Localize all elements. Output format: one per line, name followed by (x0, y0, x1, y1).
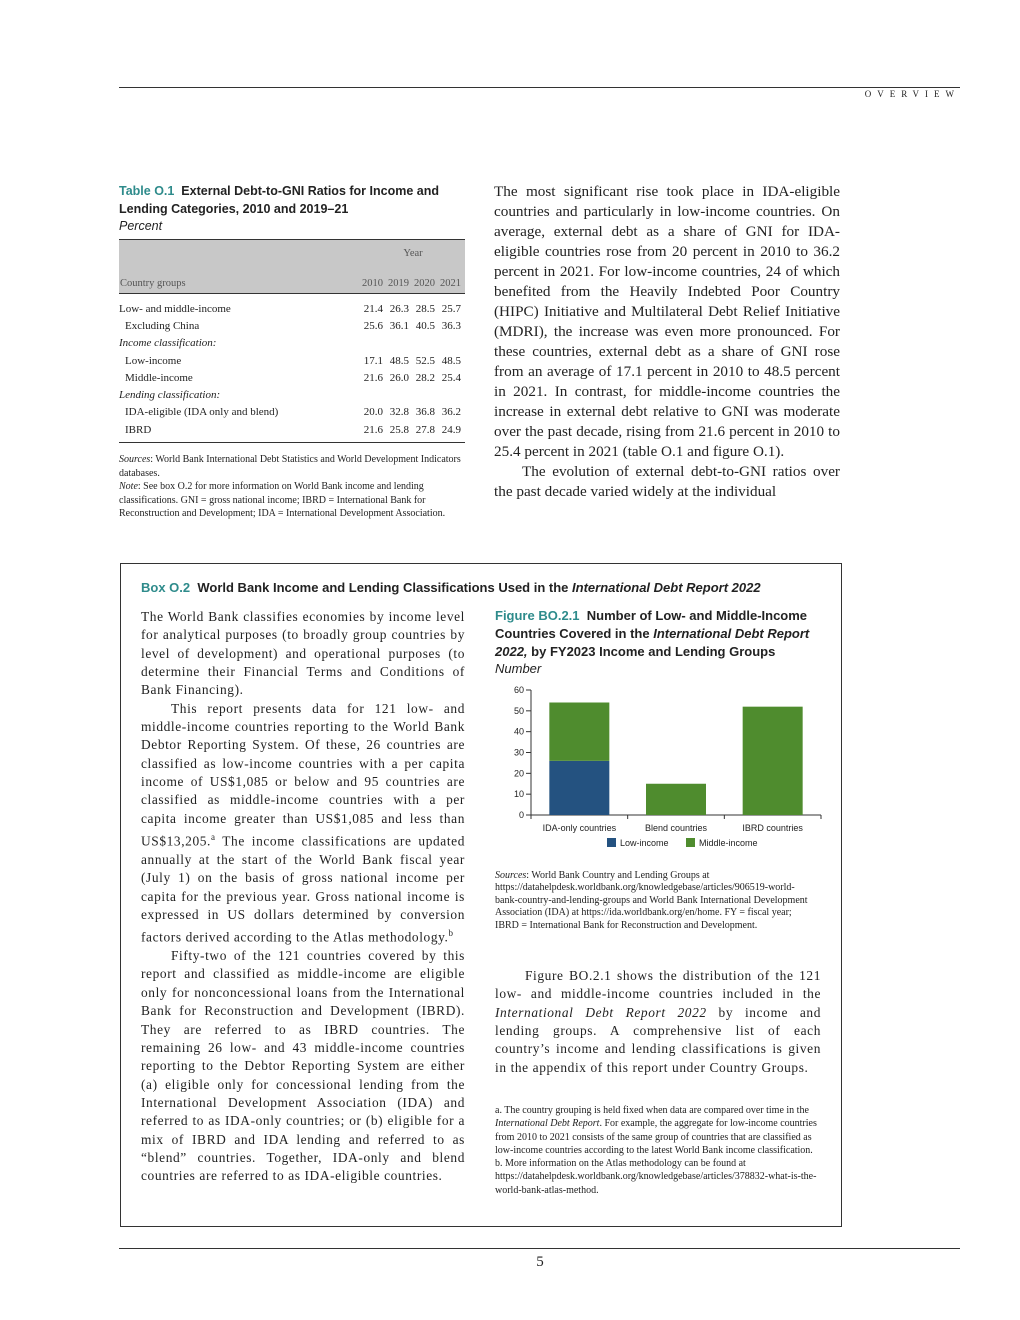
footnote-a (495, 1104, 825, 1157)
box-title (141, 580, 761, 595)
box-paragraph (495, 967, 821, 1077)
y-tick-label: 30 (513, 747, 524, 758)
cell: 36.8 (415, 406, 435, 419)
legend-label: Low-income (620, 838, 669, 848)
cell: 20.0 (363, 406, 383, 419)
row-label: Low- and middle-income (119, 302, 231, 315)
table-title: External Debt-to-GNI Ratios for Income and Lending Categories, 2010 and 2019–21 (119, 184, 439, 216)
table-row (119, 317, 465, 334)
figure-title-end: by FY2023 Income and Lending Groups (531, 644, 776, 659)
figure-caption (495, 607, 835, 661)
box-right-text (495, 967, 821, 1077)
text: Figure BO.2.1 shows the distribution of the 121 low- and middle-income countries included in the (495, 968, 821, 1002)
table-note (119, 480, 465, 521)
text-italic: International Debt Report (495, 1118, 600, 1130)
box-footnotes (495, 1104, 825, 1197)
body-paragraph: The evolution of external debt-to-GNI ratios over the past decade varied widely at the individual (494, 463, 840, 500)
table-row (119, 369, 465, 386)
cell: 36.1 (389, 319, 409, 332)
table-row (119, 386, 465, 403)
text-italic: International Debt Report 2022 (495, 1004, 707, 1020)
table-row (119, 404, 465, 421)
header-rule (119, 87, 960, 88)
table-row (119, 294, 465, 318)
bar-middle-income (549, 703, 609, 761)
table-o1 (119, 182, 465, 521)
box-paragraph (141, 700, 465, 947)
y-tick-label: 60 (513, 685, 524, 695)
cell: 24.9 (439, 421, 465, 443)
text: . For example, the aggregate for low-income countries from 2010 to 2021 consists of the same group of countries that are classified as low-income countries according to the latest World Bank income classification. (495, 1118, 817, 1156)
legend-label: Middle-income (699, 838, 758, 848)
page-number: 5 (536, 1254, 544, 1270)
footnote-ref: a (211, 832, 216, 843)
body-paragraph: The most significant rise took place in IDA-eligible countries and particularly in low-income countries. On average, external debt as a share of GNI for IDA-eligible countries rose from 20 percent in 2010 to 36.2 percent in 2021. For low-income countries, 24 of which benefited from the Heavily Indebted Poor Country (HIPC) Initiative and Multilateral Debt Relief Initiative (MDRI), the increase was even more pronounced. For these countries, external debt as a share of GNI rose from an average of 17.1 percent in 2010 to 48.5 percent in 2021. In contrast, for middle-income countries the increase in external debt relative to GNI was moderate over the past decade, rising from 21.6 percent in 2010 to 25.4 percent in 2021 (table O.1 and figure O.1). (494, 183, 840, 460)
table-sources (119, 453, 465, 480)
cell: 36.3 (441, 319, 461, 332)
row-section-label: Income classification: (119, 337, 217, 350)
row-label: Excluding China (125, 319, 200, 332)
sources-text: : World Bank Country and Lending Groups at https://datahelpdesk.worldbank.org/knowledgebase/articles/906519-world-bank-country-and-lending-groups and World Bank International Development Association (IDA) at https://ida.worldbank.org/en/home. FY = fiscal year; IBRD = International Bank for Reconstruction and Development. (495, 870, 808, 931)
table-unit: Percent (119, 219, 163, 233)
debt-table (119, 239, 465, 443)
figure-label: Figure BO.2.1 (495, 608, 580, 623)
cell: 52.5 (415, 354, 435, 367)
table-row (119, 352, 465, 369)
cell: 25.8 (387, 421, 413, 443)
sources-label: Sources (119, 454, 151, 466)
bar-middle-income (743, 707, 803, 815)
cell: 48.5 (389, 354, 409, 367)
y-tick-label: 10 (513, 789, 524, 800)
y-tick-label: 0 (518, 810, 524, 820)
figure-title-italic: International Debt Report 2022, (495, 626, 810, 659)
bar-chart (491, 684, 831, 864)
year-2021: 2021 (439, 266, 465, 294)
cell: 21.6 (361, 421, 387, 443)
cell: 26.3 (389, 302, 409, 315)
cell: 21.4 (363, 302, 383, 315)
bar-low-income (549, 761, 609, 815)
figure-title: Number of Low- and Middle-Income Countries Covered in the (495, 608, 808, 641)
cell: 27.8 (413, 421, 439, 443)
sources-text: : World Bank International Debt Statistics and World Development Indicators databases. (119, 454, 461, 479)
row-label: IBRD (119, 421, 361, 443)
year-2010: 2010 (361, 266, 387, 294)
box-left-column (141, 608, 465, 1186)
group-header: Country groups (119, 266, 361, 294)
footer-rule (119, 1248, 960, 1249)
figure-unit: Number (495, 661, 542, 676)
y-tick-label: 50 (513, 705, 524, 716)
table-label: Table O.1 (119, 184, 175, 198)
table-caption (119, 182, 465, 218)
x-tick-label: IDA-only countries (542, 823, 617, 833)
x-tick-label: IBRD countries (742, 823, 803, 833)
note-label: Note (119, 481, 138, 493)
cell: 25.4 (441, 371, 461, 384)
cell: 21.6 (363, 371, 383, 384)
text: This report presents data for 121 low- and middle-income countries reporting to the World Bank Debtor Reporting System. Of these, 26 countries are classified as low-income countries with a per capita income of US$1,085 or below and 95 countries are classified as middle-income countries with a per capita income greater than US$1,085 and less than US$13,205. (141, 700, 465, 849)
running-head: OVERVIEW (864, 89, 960, 99)
box-title-text: World Bank Income and Lending Classifications Used in the (197, 580, 569, 595)
box-title-italic: International Debt Report 2022 (572, 580, 761, 595)
cell: 48.5 (441, 354, 461, 367)
text: The income classifications are updated annually at the start of the World Bank fiscal year (July 1) on the basis of gross national income per capita for the previous year. Gross national income is expressed in US dollars determined by conversion factors derived according to the Atlas methodology. (141, 833, 465, 945)
cell: 40.5 (415, 319, 435, 332)
footnote-ref: b (448, 928, 454, 939)
table-notes (119, 453, 465, 521)
y-tick-label: 20 (513, 768, 524, 779)
year-2019: 2019 (387, 266, 413, 294)
year-2020: 2020 (413, 266, 439, 294)
box-paragraph: The World Bank classifies economies by income level for analytical purposes (to broadly group countries by level of development) and operational purposes (to determine their Financial Terms and Conditions of Bank Financing). (141, 609, 465, 698)
cell: 36.2 (441, 406, 461, 419)
table-row (119, 421, 465, 443)
cell: 17.1 (363, 354, 383, 367)
figure-sources (495, 870, 815, 932)
x-tick-label: Blend countries (644, 823, 708, 833)
legend-swatch (607, 838, 616, 847)
box-paragraph: Fifty-two of the 121 countries covered by this report and classified as middle-income are eligible only for nonconcessional loans from the International Bank for Reconstruction and Development (IBRD). They are referred to as IBRD countries. The remaining 26 low- and 43 middle-income countries reporting to the Debtor Reporting System are either (a) eligible only for concessional lending from the International Development Association (IDA) and referred to as IDA-only countries; or (b) eligible for a mix of IBRD and IDA lending and referred to as “blend” countries. Together, IDA-only and blend countries are referred to as IDA-eligible countries. (141, 948, 465, 1184)
bar-middle-income (646, 784, 706, 815)
y-tick-label: 40 (513, 726, 524, 737)
text: by income and lending groups. A comprehensive list of each country’s income and lending classifications is given in the appendix of this report under Country Groups. (495, 1004, 821, 1075)
body-text (494, 182, 840, 502)
legend-swatch (686, 838, 695, 847)
table-row (119, 335, 465, 352)
sources-label: Sources (495, 870, 527, 881)
year-header: Year (361, 240, 465, 267)
cell: 28.5 (415, 302, 435, 315)
row-label: Middle-income (125, 371, 193, 384)
row-label: IDA-eligible (IDA only and blend) (125, 406, 279, 419)
cell: 28.2 (415, 371, 435, 384)
row-label: Low-income (125, 354, 182, 367)
text: a. The country grouping is held fixed when data are compared over time in the (495, 1105, 809, 1116)
box-o2 (120, 563, 842, 1227)
note-text: : See box O.2 for more information on World Bank income and lending classifications. GNI = gross national income; IBRD = International Bank for Reconstruction and Development; IDA = International Development Association. (119, 481, 446, 520)
row-section-label: Lending classification: (119, 389, 221, 402)
cell: 26.0 (389, 371, 409, 384)
cell: 32.8 (389, 406, 409, 419)
box-label: Box O.2 (141, 580, 191, 595)
cell: 25.7 (441, 302, 461, 315)
footnote-b: b. More information on the Atlas methodology can be found at https://datahelpdesk.worldbank.org/knowledgebase/articles/378832-what-is-the-world-bank-atlas-method. (495, 1158, 817, 1196)
cell: 25.6 (363, 319, 383, 332)
